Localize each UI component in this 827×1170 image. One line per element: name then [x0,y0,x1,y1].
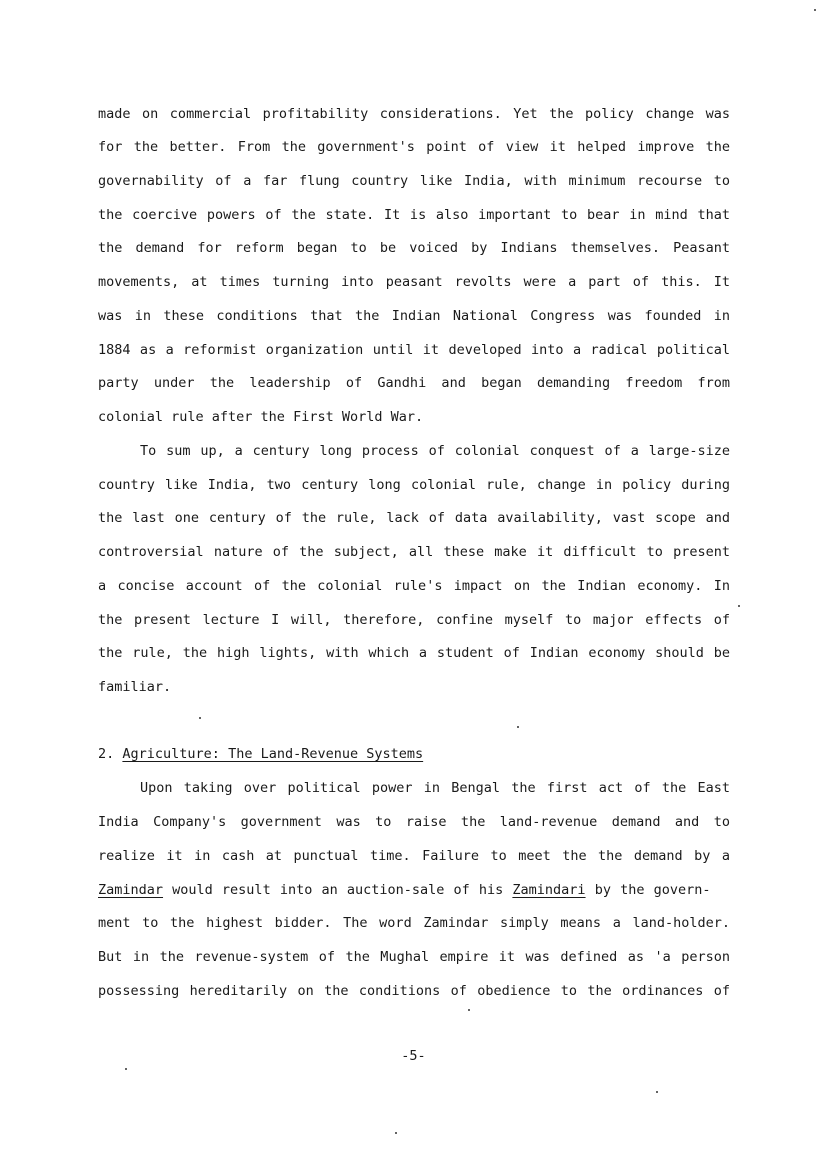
paragraph-1-line: 1884 as a reformist organization until it developed into a radical political [98,342,730,358]
section-heading [98,744,730,764]
paragraph-3-line: But in the revenue-system of the Mughal empire it was defined as 'a person [98,949,730,965]
paragraph-1-line: was in these conditions that the Indian National Congress was founded in [98,308,730,324]
paragraph-1-line: for the better. From the government's point of view it helped improve the [98,139,730,155]
paragraph-1-line: the coercive powers of the state. It is also important to bear in mind that [98,207,730,223]
page-number: -5- [401,1048,426,1064]
scan-speck [125,1068,127,1070]
term-zamindar: Zamindar [98,882,164,898]
paragraph-3-line: realize it in cash at punctual time. Failure to meet the the demand by a [98,848,730,864]
paragraph-2-line: the last one century of the rule, lack of data availability, vast scope and [98,510,730,526]
paragraph-3-line: ment to the highest bidder. The word Zamindar simply means a land-holder. [98,915,730,931]
line-text: by the govern- [585,882,711,898]
section-title: Agriculture: The Land-Revenue Systems [122,746,424,762]
paragraph-2-line: the rule, the high lights, with which a student of Indian economy should be [98,645,730,661]
scan-speck [199,717,201,719]
paragraph-1-line: the demand for reform began to be voiced by Indians themselves. Peasant [98,240,730,256]
paragraph-1-line: governability of a far flung country like India, with minimum recourse to [98,173,730,189]
paragraph-3-line: possessing hereditarily on the conditions of obedience to the ordinances of [98,983,730,999]
paragraph-2-line: controversial nature of the subject, all these make it difficult to present [98,544,730,560]
section-number: 2. [98,746,115,762]
term-zamindari: Zamindari [512,882,586,898]
paragraph-2-line: the present lecture I will, therefore, confine myself to major effects of [98,612,730,628]
scan-speck [517,726,519,728]
paragraph-2-line: a concise account of the colonial rule's impact on the Indian economy. In [98,578,730,594]
paragraph-1-line: movements, at times turning into peasant revolts were a part of this. It [98,274,730,290]
scan-speck [814,9,816,11]
line-text: would result into an auction-sale of his [163,882,513,898]
paragraph-1-line: colonial rule after the First World War. [98,409,424,425]
scan-speck [738,605,740,607]
scan-speck [656,1091,658,1093]
paragraph-2-line: country like India, two century long colonial rule, change in policy during [98,477,730,493]
paragraph-2-line: familiar. [98,679,172,695]
paragraph-2-line: To sum up, a century long process of colonial conquest of a large-size [140,443,730,459]
paragraph-1-line: party under the leadership of Gandhi and began demanding freedom from [98,375,730,391]
paragraph-1-line: made on commercial profitability considerations. Yet the policy change was [98,106,730,122]
paragraph-3-line: India Company's government was to raise the land-revenue demand and to [98,814,730,830]
scan-speck [395,1132,397,1134]
scan-speck [468,1009,470,1011]
paragraph-3-line: Upon taking over political power in Bengal the first act of the East [140,780,730,796]
paragraph-3-line [98,880,730,900]
